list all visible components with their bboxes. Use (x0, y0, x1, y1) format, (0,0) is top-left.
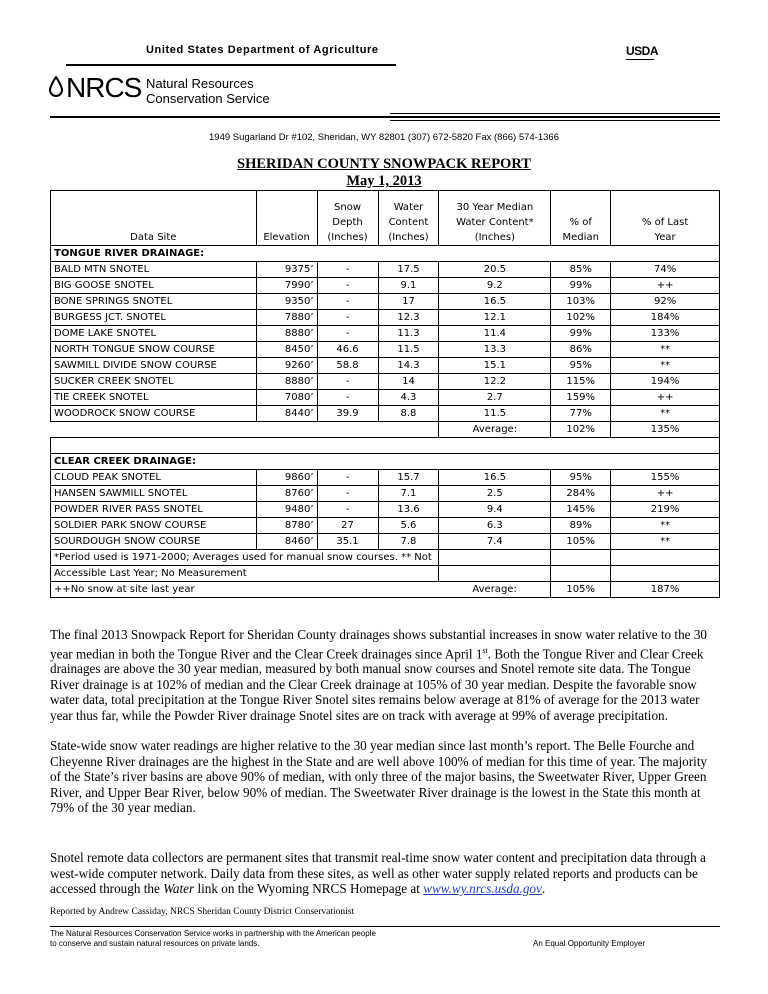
water-content: 11.3 (378, 326, 439, 342)
nrcs-name-line1: Natural Resources (146, 76, 254, 91)
elevation: 8880’ (256, 374, 317, 390)
average-label: Average: (439, 422, 551, 438)
median-water: 16.5 (439, 470, 551, 486)
report-title (0, 156, 768, 190)
average-pct-median: 105% (551, 582, 611, 598)
table-row (51, 374, 720, 390)
section-title: CLEAR CREEK DRAINAGE: (51, 454, 720, 470)
median-water: 12.2 (439, 374, 551, 390)
pct-median: 99% (551, 326, 611, 342)
agency-title: United States Department of Agriculture (146, 44, 379, 56)
nrcs-name-line2: Conservation Service (146, 91, 270, 106)
table-row (51, 310, 720, 326)
median-water: 2.7 (439, 390, 551, 406)
snow-depth: 46.6 (317, 342, 378, 358)
section-title: TONGUE RIVER DRAINAGE: (51, 246, 720, 262)
usda-logo-text: USDA (626, 44, 659, 58)
median-water: 9.2 (439, 278, 551, 294)
col-header-median: 30 Year Median Water Content* (Inches) (439, 191, 551, 246)
average-pct-median: 102% (551, 422, 611, 438)
elevation: 9375’ (256, 262, 317, 278)
pct-median: 102% (551, 310, 611, 326)
pct-last-year: ** (611, 358, 720, 374)
pct-median: 115% (551, 374, 611, 390)
header-rule (50, 116, 720, 118)
elevation: 7990’ (256, 278, 317, 294)
col-header-site: Data Site (51, 191, 257, 246)
pct-last-year: ** (611, 406, 720, 422)
header-rule (390, 113, 720, 114)
water-content: 13.6 (378, 502, 439, 518)
average-row-tongue (51, 422, 720, 438)
site-name: SOURDOUGH SNOW COURSE (51, 534, 257, 550)
average-pct-last-year: 135% (611, 422, 720, 438)
usda-logo (626, 44, 658, 60)
water-content: 7.8 (378, 534, 439, 550)
partnership-statement: The Natural Resources Conservation Service works in partnership with the American people to conserve and sustain natural resources on private lands. (50, 929, 376, 948)
table-row (51, 406, 720, 422)
snow-depth: 39.9 (317, 406, 378, 422)
table-row (51, 358, 720, 374)
pct-last-year: ++ (611, 278, 720, 294)
pct-median: 159% (551, 390, 611, 406)
site-name: BURGESS JCT. SNOTEL (51, 310, 257, 326)
footnote-1: *Period used is 1971-2000; Averages used for manual snow courses. ** Not (51, 550, 439, 566)
elevation: 9860’ (256, 470, 317, 486)
paragraph-summary: The final 2013 Snowpack Report for Sheridan County drainages shows substantial increases in snow water relative to the 30 year median in both the Tongue River and the Clear Creek drainages since April 1st. Both the Tongue River and Clear Creek drainages are above the 30 year median, measured by both manual snow courses and Snotel remote site data. The Tongue River drainage is at 102% of median and the Clear Creek drainage at 105% of 30 year median. Despite the favorable snow water data, total precipitation at the Tongue River Snotel sites remains below average at 81% of average for the 2013 water year thus far, while the Powder River drainage Snotel sites are on track with average at 99% of average precipitation. (50, 627, 708, 723)
equal-opportunity: An Equal Opportunity Employer (533, 939, 646, 948)
table-row (51, 470, 720, 486)
nrcs-logo: NRCS (66, 72, 142, 103)
site-name: NORTH TONGUE SNOW COURSE (51, 342, 257, 358)
col-header-pct-median: % of Median (551, 191, 611, 246)
pct-median: 103% (551, 294, 611, 310)
pct-median: 284% (551, 486, 611, 502)
site-name: DOME LAKE SNOTEL (51, 326, 257, 342)
median-water: 15.1 (439, 358, 551, 374)
pct-median: 89% (551, 518, 611, 534)
snow-depth: - (317, 262, 378, 278)
site-name: SUCKER CREEK SNOTEL (51, 374, 257, 390)
table-header-row (51, 191, 720, 246)
footnote-3: ++No snow at site last year (51, 582, 439, 598)
header-rule (66, 64, 396, 66)
snow-depth: - (317, 310, 378, 326)
snow-depth: - (317, 470, 378, 486)
snow-depth: - (317, 374, 378, 390)
pct-last-year: 92% (611, 294, 720, 310)
pct-last-year: 155% (611, 470, 720, 486)
site-name: SAWMILL DIVIDE SNOW COURSE (51, 358, 257, 374)
elevation: 7080’ (256, 390, 317, 406)
site-name: POWDER RIVER PASS SNOTEL (51, 502, 257, 518)
col-header-water-content: Water Content (Inches) (378, 191, 439, 246)
office-address: 1949 Sugarland Dr #102, Sheridan, WY 82801 (307) 672-5820 Fax (866) 574-1366 (209, 132, 559, 143)
footnote-row (51, 550, 720, 566)
paragraph-statewide: State-wide snow water readings are higher relative to the 30 year median since last month’s report. The Belle Fourche and Cheyenne River drainages are the highest in the State and are well above 100% of median for this time of year. The majority of the State’s river basins are above 90% of median, with only three of the major basins, the Sweetwater River, Upper Green River, and Upper Bear River, below 90% of median. The Sweetwater River drainage is the lowest in the State this month at 79% of the 30 year median. (50, 738, 708, 815)
water-content: 14.3 (378, 358, 439, 374)
water-content: 7.1 (378, 486, 439, 502)
pct-last-year: ++ (611, 486, 720, 502)
table-row (51, 278, 720, 294)
median-water: 13.3 (439, 342, 551, 358)
average-row-clear (51, 582, 720, 598)
site-name: TIE CREEK SNOTEL (51, 390, 257, 406)
water-content: 9.1 (378, 278, 439, 294)
site-name: BALD MTN SNOTEL (51, 262, 257, 278)
pct-median: 85% (551, 262, 611, 278)
snow-depth: - (317, 278, 378, 294)
pct-median: 105% (551, 534, 611, 550)
table-row (51, 342, 720, 358)
pct-median: 95% (551, 358, 611, 374)
section-header-tongue (51, 246, 720, 262)
snow-depth: 58.8 (317, 358, 378, 374)
water-content: 17.5 (378, 262, 439, 278)
reported-by: Reported by Andrew Cassiday, NRCS Sheridan County District Conservationist (50, 907, 355, 917)
median-water: 9.4 (439, 502, 551, 518)
site-name: SOLDIER PARK SNOW COURSE (51, 518, 257, 534)
nrcs-name (146, 76, 270, 106)
elevation: 9480’ (256, 502, 317, 518)
median-water: 6.3 (439, 518, 551, 534)
col-header-snow-depth: Snow Depth (Inches) (317, 191, 378, 246)
snowpack-table (50, 190, 720, 598)
pct-median: 145% (551, 502, 611, 518)
site-name: HANSEN SAWMILL SNOTEL (51, 486, 257, 502)
water-content: 14 (378, 374, 439, 390)
paragraph-snotel: Snotel remote data collectors are permanent sites that transmit real-time snow water content and precipitation data through a west-wide computer network. Daily data from these sites, as well as other water supply related reports and products can be accessed through the Water link on the Wyoming NRCS Homepage at www.wy.nrcs.usda.gov. (50, 850, 706, 896)
water-content: 15.7 (378, 470, 439, 486)
average-label: Average: (439, 582, 551, 598)
pct-last-year: 74% (611, 262, 720, 278)
elevation: 8460’ (256, 534, 317, 550)
median-water: 11.5 (439, 406, 551, 422)
average-pct-last-year: 187% (611, 582, 720, 598)
table-row (51, 518, 720, 534)
water-content: 4.3 (378, 390, 439, 406)
pct-last-year: 184% (611, 310, 720, 326)
elevation: 7880’ (256, 310, 317, 326)
median-water: 11.4 (439, 326, 551, 342)
snow-depth: - (317, 294, 378, 310)
spacer-row (51, 438, 720, 454)
pct-last-year: 133% (611, 326, 720, 342)
pct-median: 77% (551, 406, 611, 422)
median-water: 12.1 (439, 310, 551, 326)
pct-median: 95% (551, 470, 611, 486)
pct-last-year: ** (611, 342, 720, 358)
site-name: CLOUD PEAK SNOTEL (51, 470, 257, 486)
section-header-clear (51, 454, 720, 470)
pct-median: 86% (551, 342, 611, 358)
elevation: 8760’ (256, 486, 317, 502)
elevation: 9350’ (256, 294, 317, 310)
footer-rule (50, 926, 720, 927)
elevation: 9260’ (256, 358, 317, 374)
table-row (51, 534, 720, 550)
elevation: 8780’ (256, 518, 317, 534)
snow-depth: 27 (317, 518, 378, 534)
pct-last-year: 219% (611, 502, 720, 518)
elevation: 8880’ (256, 326, 317, 342)
water-content: 12.3 (378, 310, 439, 326)
col-header-pct-last-year: % of Last Year (611, 191, 720, 246)
median-water: 16.5 (439, 294, 551, 310)
water-content: 5.6 (378, 518, 439, 534)
report-heading: SHERIDAN COUNTY SNOWPACK REPORT (237, 156, 531, 172)
site-name: WOODROCK SNOW COURSE (51, 406, 257, 422)
elevation: 8440’ (256, 406, 317, 422)
site-name: BIG GOOSE SNOTEL (51, 278, 257, 294)
table-row (51, 294, 720, 310)
water-content: 8.8 (378, 406, 439, 422)
pct-last-year: ** (611, 534, 720, 550)
water-content: 17 (378, 294, 439, 310)
median-water: 7.4 (439, 534, 551, 550)
pct-median: 99% (551, 278, 611, 294)
pct-last-year: ** (611, 518, 720, 534)
site-name: BONE SPRINGS SNOTEL (51, 294, 257, 310)
table-row (51, 390, 720, 406)
table-row (51, 262, 720, 278)
table-row (51, 326, 720, 342)
snow-depth: - (317, 326, 378, 342)
footnote-row (51, 566, 720, 582)
col-header-elevation: Elevation (256, 191, 317, 246)
pct-last-year: ++ (611, 390, 720, 406)
footnote-2: Accessible Last Year; No Measurement (51, 566, 439, 582)
header-rule (390, 120, 720, 121)
snow-depth: - (317, 502, 378, 518)
median-water: 2.5 (439, 486, 551, 502)
snow-depth: 35.1 (317, 534, 378, 550)
snow-depth: - (317, 390, 378, 406)
table-row (51, 486, 720, 502)
water-content: 11.5 (378, 342, 439, 358)
report-date: May 1, 2013 (346, 173, 422, 189)
snow-depth: - (317, 486, 378, 502)
water-drop-icon (48, 76, 64, 98)
elevation: 8450’ (256, 342, 317, 358)
table-row (51, 502, 720, 518)
median-water: 20.5 (439, 262, 551, 278)
pct-last-year: 194% (611, 374, 720, 390)
nrcs-homepage-link[interactable]: www.wy.nrcs.usda.gov (423, 881, 542, 896)
